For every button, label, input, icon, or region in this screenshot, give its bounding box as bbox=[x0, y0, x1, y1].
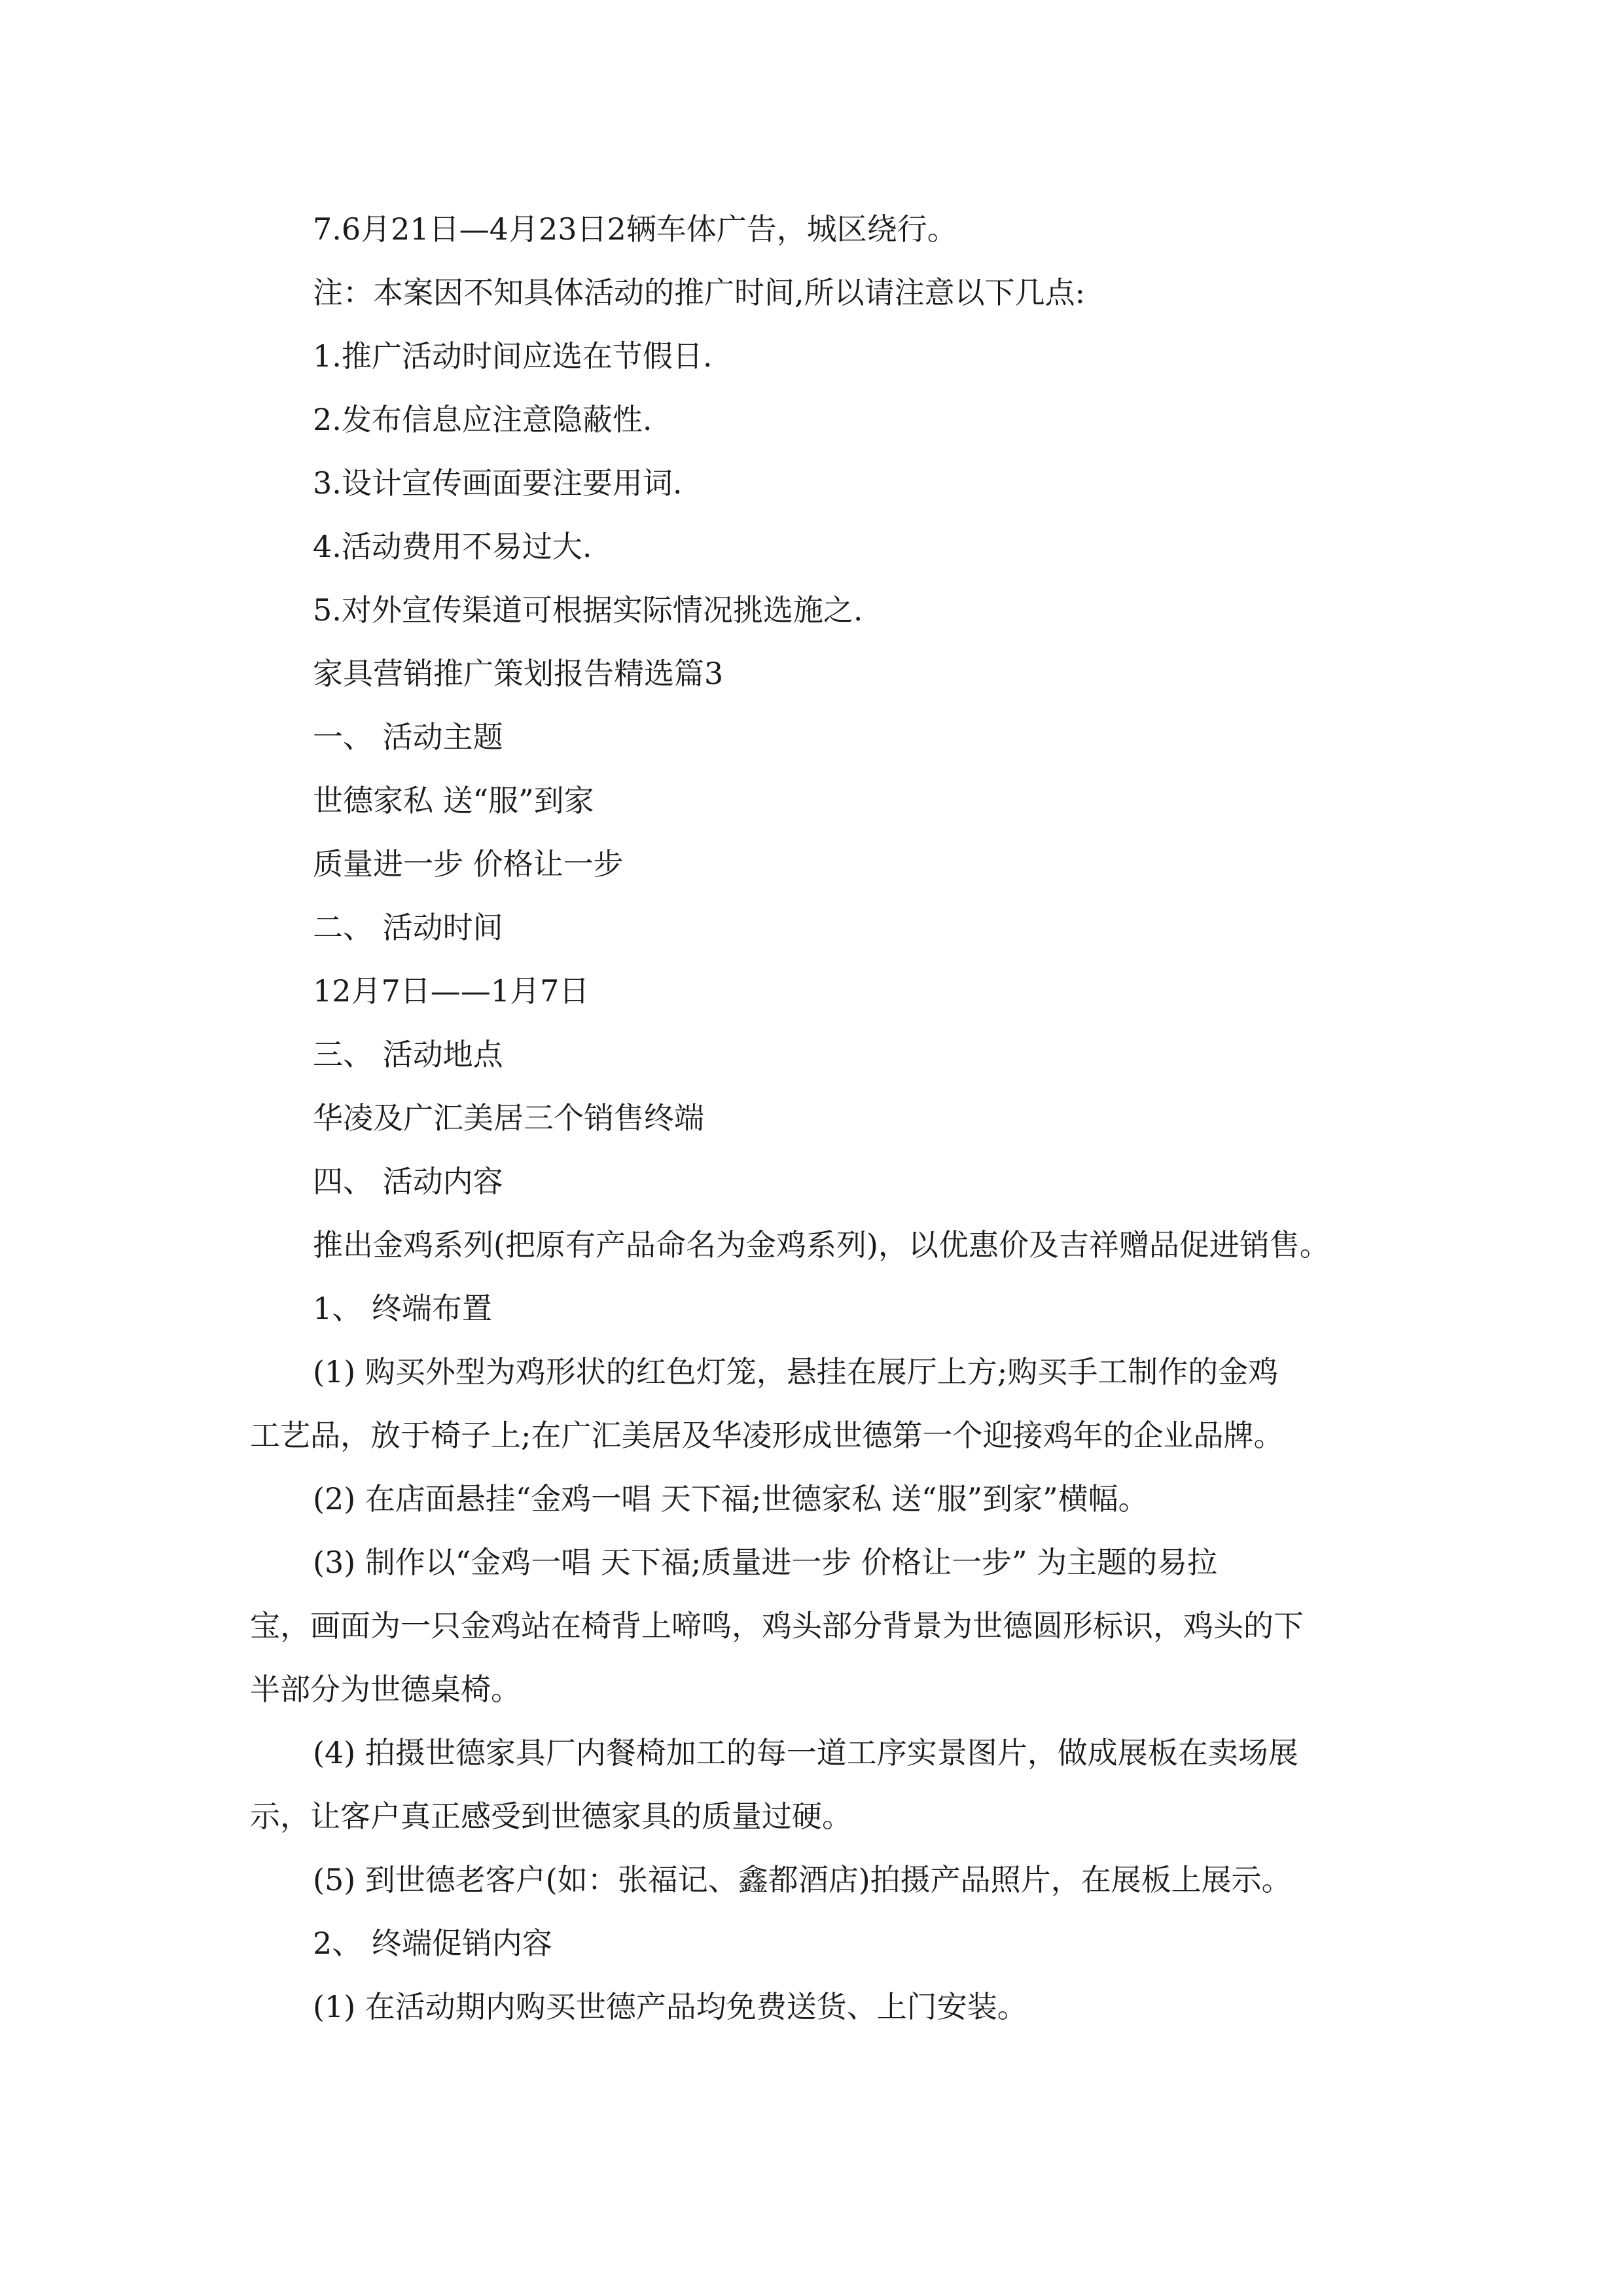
text-line: (5) 到世德老客户(如：张福记、鑫都酒店)拍摄产品照片，在展板上展示。 bbox=[313, 1862, 1292, 1897]
subheading: 二、 活动时间 bbox=[313, 910, 503, 945]
text-line: 质量进一步 价格让一步 bbox=[313, 846, 624, 882]
text-line: 示，让客户真正感受到世德家具的质量过硬。 bbox=[250, 1799, 852, 1834]
text-line: (2) 在店面悬挂“金鸡一唱 天下福;世德家私 送“服”到家”横幅。 bbox=[313, 1481, 1149, 1516]
text-line: 工艺品，放于椅子上;在广汇美居及华凌形成世德第一个迎接鸡年的企业品牌。 bbox=[250, 1418, 1284, 1453]
text-line: 3.设计宣传画面要注要用词. bbox=[313, 465, 683, 501]
subheading: 1、 终端布置 bbox=[313, 1291, 492, 1326]
text-line: 7.6月21日—4月23日2辆车体广告，城区绕行。 bbox=[313, 211, 957, 247]
subheading: 2、 终端促销内容 bbox=[313, 1926, 552, 1961]
text-line: 12月7日——1月7日 bbox=[313, 973, 590, 1009]
text-line: (3) 制作以“金鸡一唱 天下福;质量进一步 价格让一步” 为主题的易拉 bbox=[313, 1545, 1218, 1580]
text-line: 华凌及广汇美居三个销售终端 bbox=[313, 1100, 704, 1136]
text-line: 5.对外宣传渠道可根据实际情况挑选施之. bbox=[313, 592, 863, 628]
subheading: 一、 活动主题 bbox=[313, 719, 503, 755]
text-line: 宝，画面为一只金鸡站在椅背上啼鸣，鸡头部分背景为世德圆形标识，鸡头的下 bbox=[250, 1608, 1304, 1643]
subheading: 四、 活动内容 bbox=[313, 1164, 503, 1199]
text-line: (4) 拍摄世德家具厂内餐椅加工的每一道工序实景图片，做成展板在卖场展 bbox=[313, 1735, 1298, 1770]
subheading: 三、 活动地点 bbox=[313, 1037, 503, 1072]
text-line: 2.发布信息应注意隐蔽性. bbox=[313, 402, 652, 437]
text-line: 世德家私 送“服”到家 bbox=[313, 783, 594, 818]
text-line: (1) 购买外型为鸡形状的红色灯笼，悬挂在展厅上方;购买手工制作的金鸡 bbox=[313, 1354, 1279, 1390]
text-line: 4.活动费用不易过大. bbox=[313, 529, 592, 564]
text-line: 半部分为世德桌椅。 bbox=[250, 1672, 521, 1707]
text-line: (1) 在活动期内购买世德产品均免费送货、上门安装。 bbox=[313, 1989, 1027, 2024]
section-heading: 家具营销推广策划报告精选篇3 bbox=[313, 656, 724, 691]
text-line: 1.推广活动时间应选在节假日. bbox=[313, 338, 713, 374]
text-line: 注：本案因不知具体活动的推广时间,所以请注意以下几点: bbox=[313, 275, 1086, 310]
text-line: 推出金鸡系列(把原有产品命名为金鸡系列)，以优惠价及吉祥赠品促进销售。 bbox=[313, 1227, 1330, 1263]
